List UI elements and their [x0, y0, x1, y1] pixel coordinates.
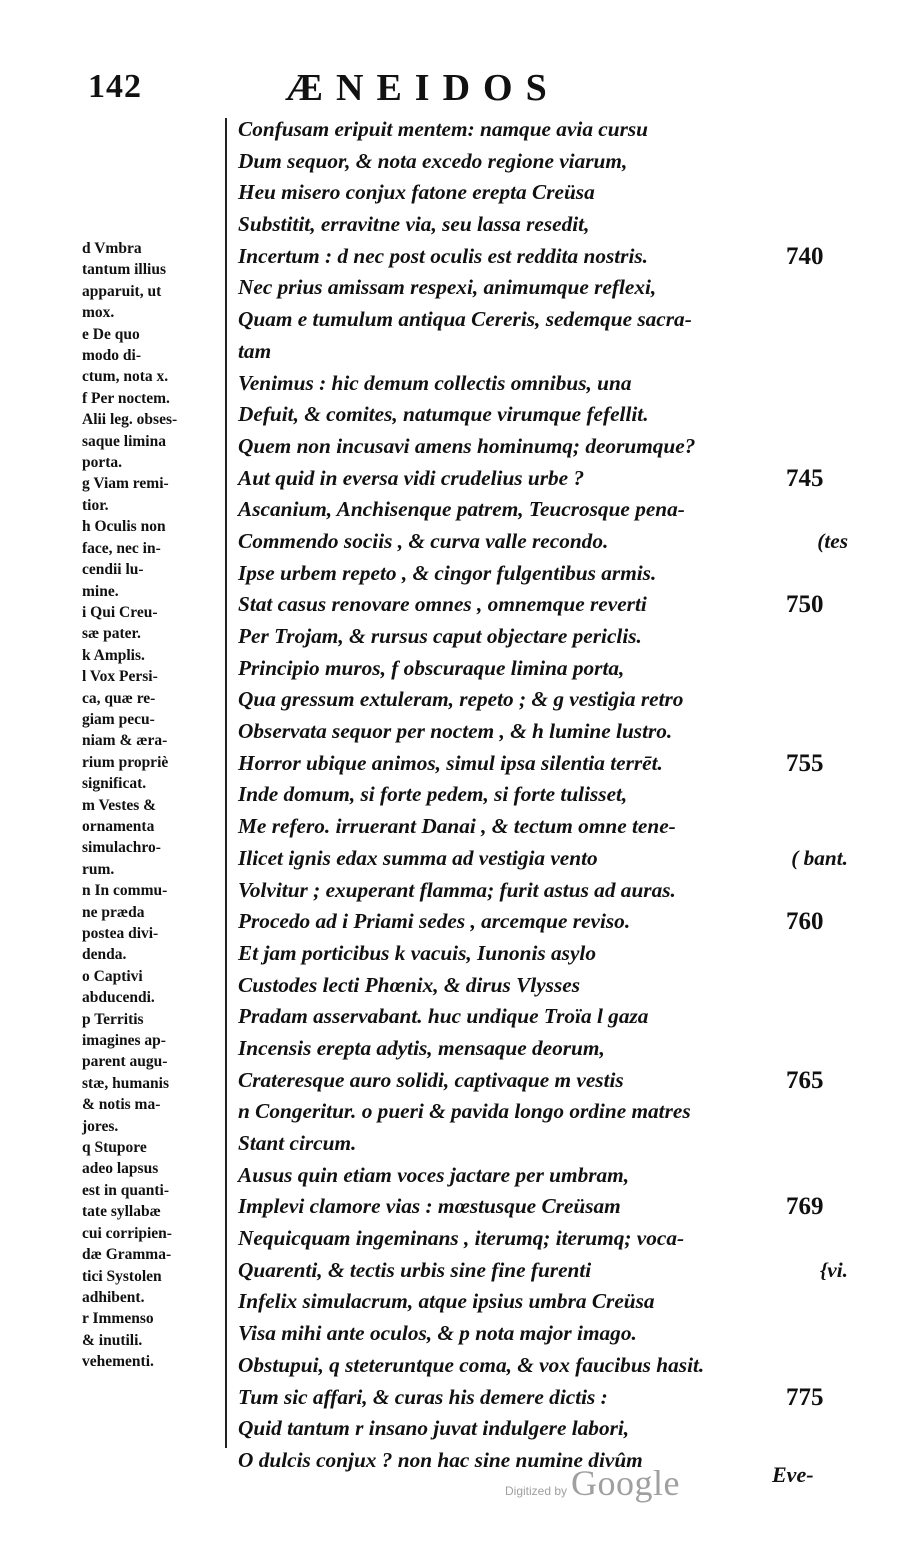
marginal-note: i Qui Creu- sæ pater. — [82, 603, 158, 643]
line-number: 755 — [786, 749, 824, 777]
verse-text: Ascanium, Anchisenque patrem, Teucrosque pena- — [238, 497, 685, 522]
verse-line — [238, 843, 848, 875]
verse-line — [238, 304, 848, 336]
verse-line — [238, 779, 848, 811]
verse-line — [238, 1001, 848, 1033]
marginal-note: o Captivi abducendi. — [82, 967, 155, 1007]
verse-line — [238, 1128, 848, 1160]
verse-line — [238, 1382, 848, 1414]
verse-text: Venimus : hic demum collectis omnibus, una — [238, 370, 632, 395]
verse-line — [238, 431, 848, 463]
verse-text: Incensis erepta adytis, mensaque deorum, — [238, 1035, 605, 1060]
verse-line — [238, 748, 848, 780]
verse-text: Confusam eripuit mentem: namque avia cursu — [238, 117, 649, 141]
verse-line — [238, 241, 848, 273]
marginal-note: e De quo modo di- ctum, nota x. — [82, 325, 169, 386]
marginal-note: k Amplis. — [82, 646, 145, 664]
verse-line — [238, 368, 848, 400]
page-header — [0, 62, 915, 112]
line-number: 740 — [786, 242, 824, 270]
verse-text: Quam e tumulum antiqua Cereris, sedemque sacra- — [238, 307, 692, 332]
verse-line — [238, 494, 848, 526]
digitized-by-google-watermark: Digitized by Google — [505, 1463, 681, 1503]
verse-line — [238, 1413, 848, 1445]
line-number: 775 — [786, 1383, 824, 1411]
running-title: ÆNEIDOS — [285, 67, 560, 109]
verse-text: Me refero. irruerant Danai , & tectum omne tene- — [238, 814, 676, 839]
verse-text: tam — [238, 338, 272, 363]
verse-text: Procedo ad i Priami sedes , arcemque reviso. — [238, 909, 631, 934]
verse-text: Nec prius amissam respexi, animumque reflexi, — [238, 275, 657, 300]
verse-line — [238, 1160, 848, 1192]
verse-text: Infelix simulacrum, atque ipsius umbra Creüsa — [238, 1289, 655, 1314]
verse-text: Et jam porticibus k vacuis, Iunonis asylo — [238, 940, 596, 965]
line-number: 760 — [786, 908, 824, 936]
verse-line — [238, 336, 848, 368]
verse-text: Pradam asservabant. huc undique Troïa l gaza — [238, 1004, 649, 1029]
verse-text: Inde domum, si forte pedem, si forte tulisset, — [238, 782, 628, 807]
line-number: 769 — [786, 1193, 824, 1221]
marginal-note: q Stupore adeo lapsus est in quanti- tate syllabæ cui corripien- dæ Gramma- tici Systolen adhibent. — [82, 1139, 172, 1306]
verse-text: O dulcis conjux ? non hac sine numine divûm — [238, 1447, 643, 1472]
marginal-note: p Territis imagines ap- parent augu- stæ, humanis & notis ma- jores. — [82, 1010, 169, 1135]
verse-text: Defuit, & comites, natumque virumque fefellit. — [238, 402, 649, 427]
verse-text: Quid tantum r insano juvat indulgere labori, — [238, 1416, 630, 1441]
marginal-note: h Oculis non face, nec in- cendii lu- mine. — [82, 518, 166, 600]
verse-line — [238, 272, 848, 304]
verse-line — [238, 906, 848, 938]
verse-text: Ipse urbem repeto , & cingor fulgentibus armis. — [238, 560, 657, 585]
verse-line — [238, 875, 848, 907]
verse-line — [238, 1255, 848, 1287]
marginal-note: n In commu- ne præda postea divi- denda. — [82, 882, 168, 964]
page-number: 142 — [88, 68, 142, 105]
verse-text: Ilicet ignis edax summa ad vestigia vento — [238, 845, 598, 870]
verse-text: Tum sic affari, & curas his demere dictis : — [238, 1384, 608, 1409]
verse-line — [238, 1223, 848, 1255]
turnover-fragment: (tes — [817, 528, 848, 553]
verse-line — [238, 1318, 848, 1350]
verse-text: Custodes lecti Phœnix, & dirus Vlysses — [238, 972, 580, 997]
verse-line — [238, 177, 848, 209]
marginal-note: g Viam remi- tior. — [82, 475, 169, 514]
verse-text: Incertum : d nec post oculis est reddita nostris. — [238, 243, 648, 268]
verse-line — [238, 558, 848, 590]
verse-line — [238, 146, 848, 178]
verse-text: Visa mihi ante oculos, & p nota major imago. — [238, 1321, 637, 1346]
verse-text: Quem non incusavi amens hominumq; deorumque? — [238, 433, 696, 458]
verse-text: Substitit, erravitne via, seu lassa resedit, — [238, 212, 590, 237]
verse-line — [238, 1350, 848, 1382]
verse-line — [238, 1191, 848, 1223]
verse-line — [238, 526, 848, 558]
verse-text: Volvitur ; exuperant flamma; furit astus ad auras. — [238, 877, 676, 902]
line-number: 745 — [786, 464, 824, 492]
verse-line — [238, 1096, 848, 1128]
verse-line — [238, 1033, 848, 1065]
verse-line — [238, 209, 848, 241]
line-number: 765 — [786, 1066, 824, 1094]
verse-text: Heu misero conjux fatone erepta Creüsa — [238, 180, 595, 205]
verse-text: Dum sequor, & nota excedo regione viarum, — [238, 148, 628, 173]
verse-line — [238, 811, 848, 843]
verse-text: Quarenti, & tectis urbis sine fine furenti — [238, 1257, 592, 1282]
column-divider — [225, 118, 227, 1448]
verse-text: Qua gressum extuleram, repeto ; & g vestigia retro — [238, 687, 684, 712]
verse-line — [238, 716, 848, 748]
marginal-note: r Immenso & inutili. vehementi. — [82, 1310, 154, 1371]
verse-text: Observata sequor per noctem , & h lumine lustro. — [238, 719, 673, 744]
verse-text: n Congeritur. o pueri & pavida longo ordine matres — [238, 1099, 691, 1124]
verse-line — [238, 684, 848, 716]
verse-line — [238, 1065, 848, 1097]
verse-text: Per Trojam, & rursus caput objectare periclis. — [238, 624, 642, 648]
verse-text: Ausus quin etiam voces jactare per umbram, — [238, 1162, 630, 1187]
verse-line — [238, 938, 848, 970]
verse-line — [238, 970, 848, 1002]
verse-line — [238, 589, 848, 621]
marginal-notes — [82, 238, 222, 1373]
verse-line — [238, 653, 848, 685]
verse-line — [238, 399, 848, 431]
marginal-note: d Vmbra tantum illius apparuit, ut mox. — [82, 240, 166, 322]
marginal-note: l Vox Persi- ca, quæ re- giam pecu- niam & æra- rium propriè significat. — [82, 668, 169, 793]
verse-text: Principio muros, f obscuraque limina porta, — [238, 655, 625, 680]
verse-text: Aut quid in eversa vidi crudelius urbe ? — [238, 465, 585, 490]
verse-text: Obstupui, q steteruntque coma, & vox faucibus hasit. — [238, 1352, 705, 1377]
verse-text: Commendo sociis , & curva valle recondo. — [238, 528, 609, 553]
verse-line — [238, 1286, 848, 1318]
marginal-note: f Per noctem. Alii leg. obses- saque limina porta. — [82, 389, 178, 472]
verse-line — [238, 463, 848, 495]
verse-text: Implevi clamore vias : mœstusque Creüsam — [238, 1194, 621, 1219]
catchword: Eve- — [772, 1462, 814, 1487]
verse-text: Stat casus renovare omnes , omnemque reverti — [238, 592, 647, 617]
turnover-fragment: ( bant. — [791, 845, 848, 870]
verse-text: Crateresque auro solidi, captivaque m vestis — [238, 1067, 624, 1092]
turnover-fragment: {vi. — [819, 1257, 848, 1282]
marginal-note: m Vestes & ornamenta simulachro- rum. — [82, 796, 161, 878]
verse-text: Nequicquam ingeminans , iterumq; iterumq; voca- — [238, 1226, 685, 1251]
verse-column — [238, 114, 848, 1477]
verse-text: Stant circum. — [238, 1131, 357, 1155]
verse-line — [238, 621, 848, 653]
verse-text: Horror ubique animos, simul ipsa silentia terrēt. — [238, 750, 663, 775]
verse-line — [238, 114, 848, 146]
line-number: 750 — [786, 591, 824, 619]
